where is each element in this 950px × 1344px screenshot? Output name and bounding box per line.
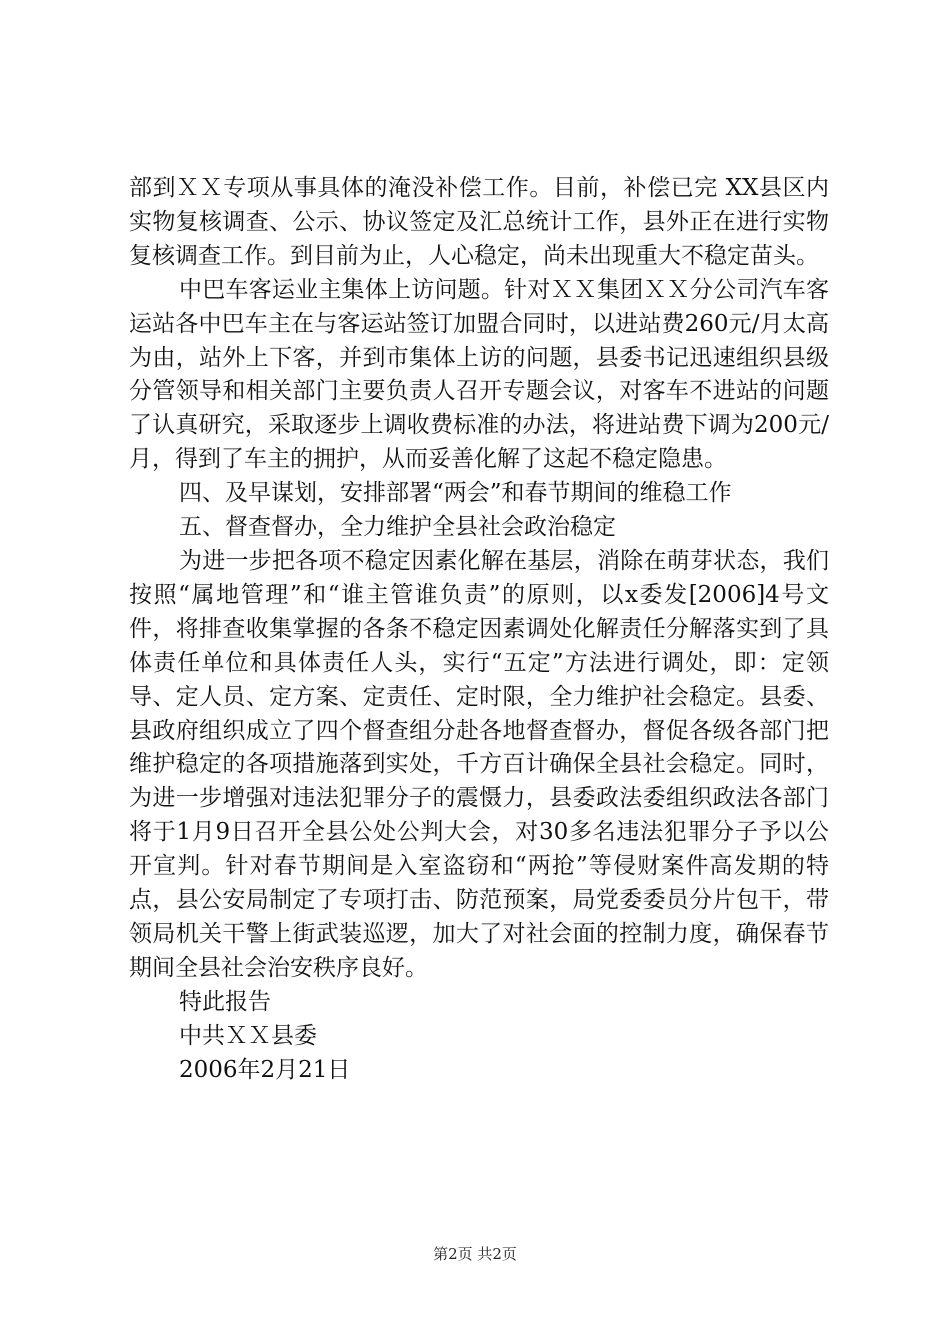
paragraph-supervision: 为进一步把各项不稳定因素化解在基层，消除在萌芽状态，我们按照“属地管理”和“谁主管谁负责”的原则，以x委发[2006]4号文件，将排查收集掌握的各条不稳定因素调处化解责任分解落实到了具体责任单位和具体责任人头，实行“五定”方法进行调处，即：定领导、定人员、定方案、定责任、定时限，全力维护社会稳定。县委、县政府组织成立了四个督查组分赴各地督查督办，督促各级各部门把维护稳定的各项措施落到实处，千方百计确保全县社会稳定。同时，为进一步增强对违法犯罪分子的震慑力，县委政法委组织政法各部门将于1月9日召开全县公处公判大会，对30多名违法犯罪分子予以公开宣判。针对春节期间是入室盗窃和“两抢”等侵财案件高发期的特点，县公安局制定了专项打击、防范预案，局党委委员分片包干，带领局机关干警上街武装巡逻，加大了对社会面的控制力度，确保春节期间全县社会治安秩序良好。 xyxy=(129,547,829,981)
paragraph-continuation: 部到ＸＸ专项从事具体的淹没补偿工作。目前，补偿已完 XX县区内实物复核调查、公示、协议签定及汇总统计工作，县外正在进行实物复核调查工作。到目前为止，人心稳定，尚未出现重大不稳定苗头。 xyxy=(129,175,829,269)
page-number-indicator: 第2页 共2页 xyxy=(433,1245,517,1263)
section-heading-five: 五、督查督办，全力维护全县社会政治稳定 xyxy=(179,514,616,541)
closing-report-line: 特此报告 xyxy=(179,988,271,1015)
paragraph-minibus-petition: 中巴车客运业主集体上访问题。针对ＸＸ集团ＸＸ分公司汽车客运站各中巴车主在与客运站签订加盟合同时，以进站费260元/月太高为由，站外上下客，并到市集体上访的问题，县委书记迅速组织县级分管领导和相关部门主要负责人召开专题会议，对客车不进站的问题了认真研究，采取逐步上调收费标准的办法，将进站费下调为200元/月，得到了车主的拥护，从而妥善化解了这起不稳定隐患。 xyxy=(129,276,829,473)
section-heading-four: 四、及早谋划，安排部署“两会”和春节期间的维稳工作 xyxy=(179,480,732,507)
closing-issuer: 中共ＸＸ县委 xyxy=(179,1022,317,1049)
page-footer xyxy=(0,1244,950,1264)
document-body xyxy=(129,172,829,1087)
closing-date: 2006年2月21日 xyxy=(179,1056,351,1083)
